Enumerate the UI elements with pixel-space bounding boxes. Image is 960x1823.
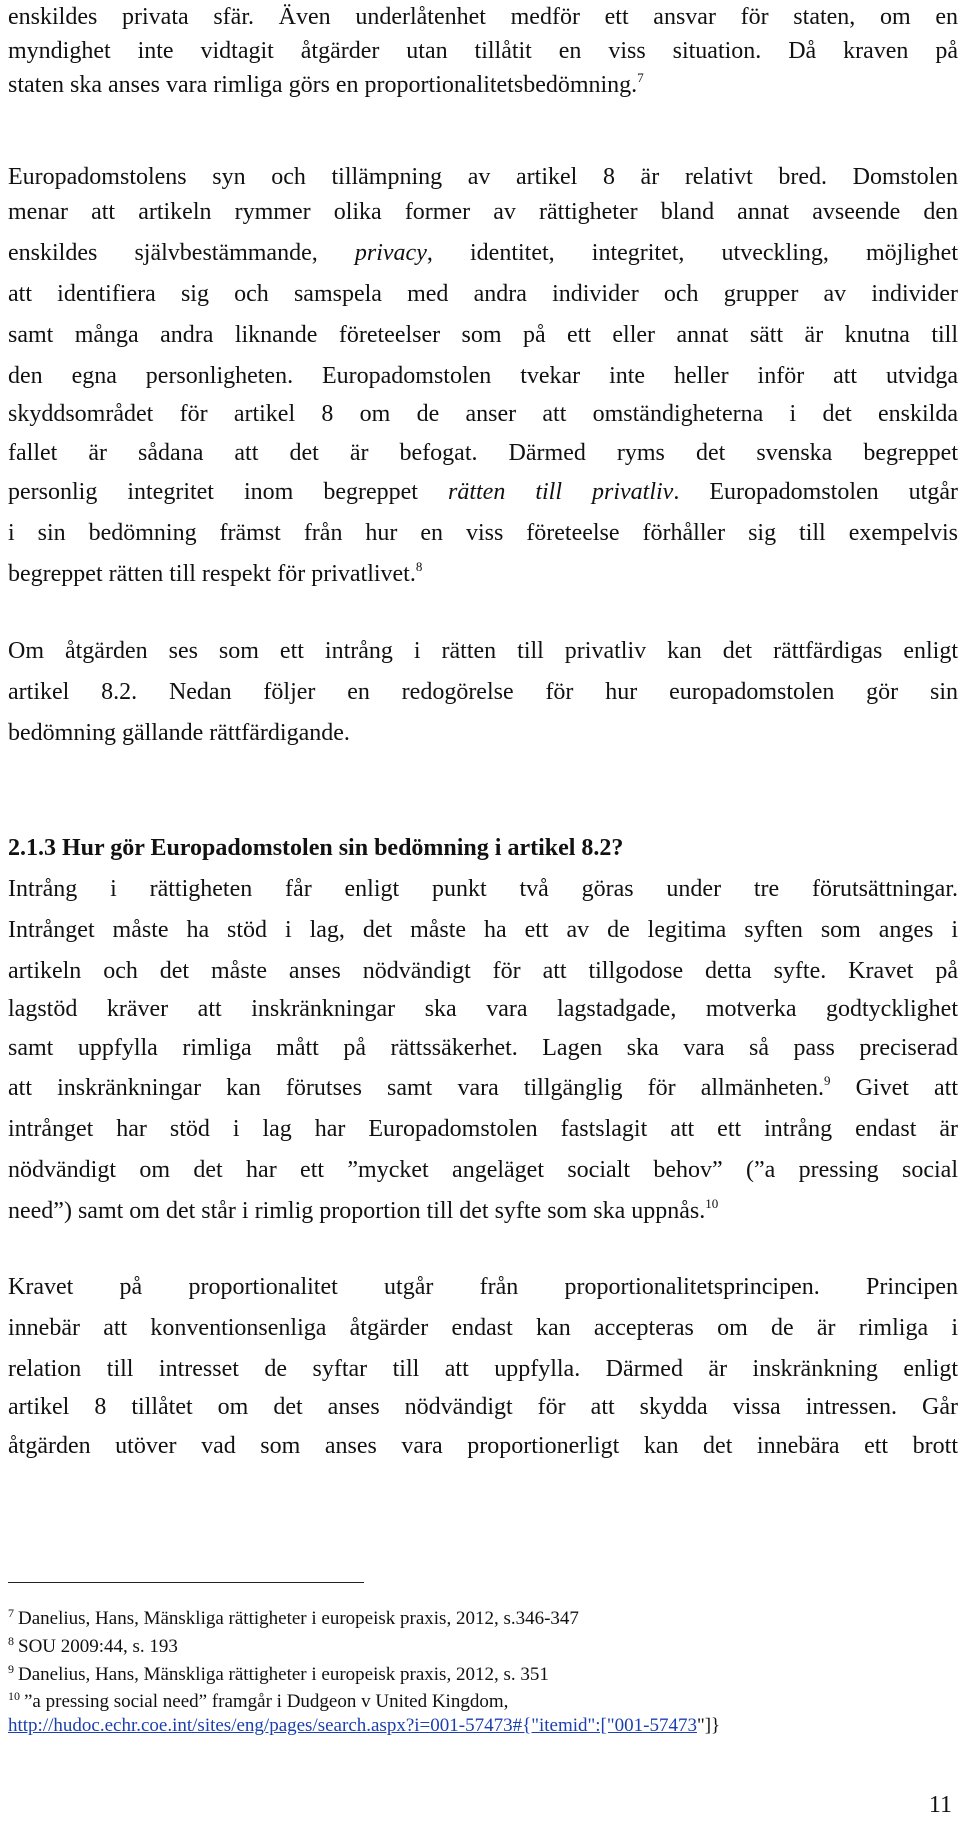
footnote-link-line [8, 1714, 720, 1738]
body-line [8, 477, 958, 507]
body-line: Intrånget måste ha stöd i lag, det måste ha ett av de legitima syften som anges i [8, 917, 958, 943]
page-number: 11 [928, 1792, 952, 1818]
body-text: att inskränkningar kan förutses samt vara tillgänglig för allmänheten. [8, 1075, 824, 1101]
footnote [8, 1684, 508, 1714]
footnote-number: 7 [8, 1606, 14, 1620]
footnote-text: SOU 2009:44, s. 193 [18, 1636, 178, 1657]
body-line: skyddsområdet för artikel 8 om de anser att omständigheterna i det enskilda [8, 401, 958, 427]
body-line [8, 559, 422, 589]
footnote-text: "]} [696, 1715, 721, 1736]
body-line [8, 1196, 718, 1226]
footnote-text: Danelius, Hans, Mänskliga rättigheter i europeisk praxis, 2012, s.346-347 [18, 1608, 579, 1629]
footnote [8, 1601, 579, 1631]
footnote-text: ”a pressing social need” framgår i Dudgeon v United Kingdom, [24, 1691, 509, 1712]
body-text: staten ska anses vara rimliga görs en proportionalitetsbedömning. [8, 72, 638, 98]
section-heading: 2.1.3 Hur gör Europadomstolen sin bedömning i artikel 8.2? [8, 835, 624, 861]
body-line: intrånget har stöd i lag har Europadomstolen fastslagit att ett intrång endast är [8, 1116, 958, 1142]
body-line [8, 238, 958, 268]
body-line: bedömning gällande rättfärdigande. [8, 720, 350, 746]
body-line: samt uppfylla rimliga mått på rättssäkerhet. Lagen ska vara så pass preciserad [8, 1035, 958, 1061]
footnote-ref: 10 [705, 1196, 719, 1211]
body-line: den egna personligheten. Europadomstolen tvekar inte heller inför att utvidga [8, 363, 958, 389]
footnote [8, 1629, 178, 1659]
body-line: Kravet på proportionalitet utgår från proportionalitetsprincipen. Principen [8, 1274, 958, 1300]
body-text: , identitet, integritet, utveckling, möjlighet [426, 240, 958, 266]
body-line: myndighet inte vidtagit åtgärder utan tillåtit en viss situation. Då kraven på [8, 38, 958, 64]
body-text: . Europadomstolen utgår [673, 479, 958, 505]
body-text: need”) samt om det står i rimlig proportion till det syfte som ska uppnås. [8, 1198, 706, 1224]
body-line: menar att artikeln rymmer olika former av rättigheter bland annat avseende den [8, 199, 958, 225]
body-line: innebär att konventionsenliga åtgärder endast kan accepteras om de är rimliga i [8, 1315, 958, 1341]
body-text: personlig integritet inom begreppet [8, 479, 448, 505]
body-line: nödvändigt om det har ett ”mycket angeläget socialt behov” (”a pressing social [8, 1157, 958, 1183]
body-line [8, 1073, 958, 1103]
body-text: Givet att [830, 1075, 959, 1101]
footnote-ref: 9 [823, 1073, 831, 1088]
body-line: Europadomstolens syn och tillämpning av artikel 8 är relativt bred. Domstolen [8, 164, 958, 190]
body-line: enskildes privata sfär. Även underlåtenhet medför ett ansvar för staten, om en [8, 4, 958, 30]
footnote [8, 1657, 549, 1687]
footnote-ref: 8 [415, 559, 423, 574]
italic-term: privacy [354, 240, 427, 266]
body-line: artikel 8 tillåtet om det anses nödvändigt för att skydda vissa intressen. Går [8, 1394, 958, 1420]
hudoc-link[interactable]: http://hudoc.echr.coe.int/sites/eng/pages/search.aspx?i=001-57473#{"itemid":["001-57473 [8, 1715, 697, 1736]
body-line: lagstöd kräver att inskränkningar ska vara lagstadgade, motverka godtycklighet [8, 996, 958, 1022]
footnote-number: 9 [8, 1662, 14, 1676]
body-line: Intrång i rättigheten får enligt punkt två göras under tre förutsättningar. [8, 876, 958, 902]
body-line: att identifiera sig och samspela med andra individer och grupper av individer [8, 281, 958, 307]
italic-term: rätten till privatliv [447, 479, 674, 505]
body-text: enskildes självbestämmande, [8, 240, 355, 266]
body-text: begreppet rätten till respekt för privatlivet. [8, 561, 416, 587]
footnote-separator [8, 1582, 364, 1583]
body-line: artikel 8.2. Nedan följer en redogörelse för hur europadomstolen gör sin [8, 679, 958, 705]
footnote-text: Danelius, Hans, Mänskliga rättigheter i europeisk praxis, 2012, s. 351 [18, 1664, 549, 1685]
body-line: relation till intresset de syftar till att uppfylla. Därmed är inskränkning enligt [8, 1356, 958, 1382]
body-line: Om åtgärden ses som ett intrång i rätten till privatliv kan det rättfärdigas enligt [8, 638, 958, 664]
body-line: samt många andra liknande företeelser som på ett eller annat sätt är knutna till [8, 322, 958, 348]
footnote-number: 10 [8, 1689, 20, 1703]
body-line: fallet är sådana att det är befogat. Därmed ryms det svenska begreppet [8, 440, 958, 466]
footnote-ref: 7 [637, 70, 644, 85]
body-line [8, 70, 644, 100]
body-line: åtgärden utöver vad som anses vara proportionerligt kan det innebära ett brott [8, 1433, 958, 1459]
footnote-number: 8 [8, 1634, 14, 1648]
body-line: artikeln och det måste anses nödvändigt för att tillgodose detta syfte. Kravet på [8, 958, 958, 984]
body-line: i sin bedömning främst från hur en viss företeelse förhåller sig till exempelvis [8, 520, 958, 546]
